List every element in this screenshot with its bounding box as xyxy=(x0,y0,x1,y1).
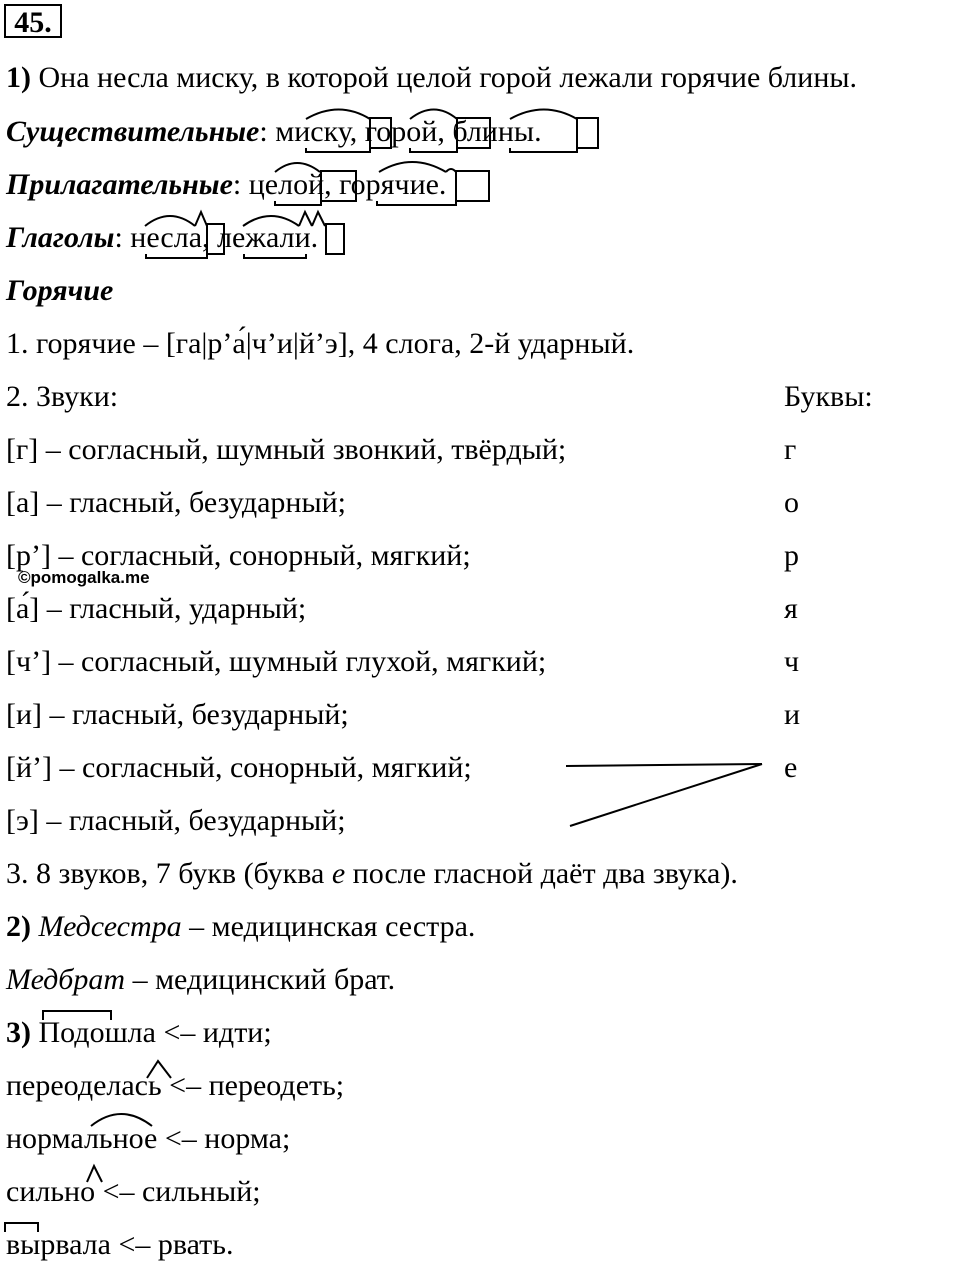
ending-box xyxy=(456,171,489,201)
letters-header: Буквы: xyxy=(784,380,873,413)
def1: – медицинская сестра. xyxy=(181,910,476,943)
part2-label: 2) xyxy=(6,910,31,943)
verbs-text: : несла, лежали. xyxy=(114,221,319,254)
summary-letter: е xyxy=(331,857,346,890)
suffix-cap xyxy=(195,212,207,226)
stem-bracket xyxy=(377,201,456,205)
sound-row: [й’] – согласный, сонорный, мягкий; xyxy=(6,751,472,784)
suffix-cap xyxy=(312,212,325,226)
word2: Медбрат xyxy=(6,963,126,996)
noun-morpheme-marks xyxy=(306,110,598,153)
sound-row: [г] – согласный, шумный звонкий, твёрдый; xyxy=(6,433,567,466)
ending-box xyxy=(457,118,490,148)
nouns-label: Существительные xyxy=(6,115,260,148)
prefix-mark xyxy=(43,1011,111,1020)
stem-bracket xyxy=(146,254,207,258)
part3-item: Подошла <– идти; xyxy=(31,1016,272,1049)
summary-pre: 3. 8 звуков, 7 букв (буква xyxy=(6,857,332,890)
verbs-label: Глаголы xyxy=(6,221,115,254)
ending-box xyxy=(207,224,224,254)
root-arc xyxy=(306,110,370,120)
stem-bracket xyxy=(410,148,457,152)
part3-item: сильно <– сильный; xyxy=(6,1175,261,1208)
adjectives-label: Прилагательные xyxy=(6,168,233,201)
root-arc xyxy=(510,110,577,120)
letter-sound-link xyxy=(566,764,762,766)
stem-bracket xyxy=(306,148,370,152)
root-arc xyxy=(379,162,446,172)
root-arc xyxy=(243,216,299,226)
part3-item: нормальное <– норма; xyxy=(6,1122,291,1155)
word1: Медсестра xyxy=(38,910,182,943)
letter-sound-link xyxy=(570,764,762,826)
sound-row: [р’] – согласный, сонорный, мягкий; xyxy=(6,539,471,572)
nouns-text: : миску, горой, блины. xyxy=(259,115,542,148)
prefix-mark xyxy=(5,1223,38,1232)
part3-item: переоделась <– переодеть; xyxy=(6,1069,345,1102)
task-number: 45. xyxy=(4,4,62,38)
watermark: ©pomogalka.me xyxy=(18,568,150,587)
suffix-cap xyxy=(299,212,312,226)
part3-item: вырвала <– рвать. xyxy=(6,1228,234,1261)
stem-bracket xyxy=(244,254,306,258)
letter-cell: о xyxy=(784,486,799,519)
sound-row: [а́] – гласный, ударный; xyxy=(6,592,307,625)
ending-box xyxy=(370,118,391,148)
word-heading: Горячие xyxy=(6,274,114,307)
letter-cell: и xyxy=(784,698,801,731)
adjective-morpheme-marks xyxy=(275,162,489,205)
sentence: Она несла миску, в которой целой горой лежали горячие блины. xyxy=(38,61,858,94)
suffix-cap xyxy=(446,169,456,172)
ending-box xyxy=(321,171,356,201)
verb-morpheme-marks xyxy=(145,212,344,258)
transcription: 1. горячие – [га|р’а́|ч’и|й’э], 4 слога, 2-й ударный. xyxy=(6,327,635,360)
root-arc xyxy=(91,1114,152,1126)
stem-bracket xyxy=(275,201,321,205)
suffix-mark xyxy=(147,1061,171,1078)
letter-cell: я xyxy=(784,592,798,625)
sound-row: [ч’] – согласный, шумный глухой, мягкий; xyxy=(6,645,547,678)
sounds-header: 2. Звуки: xyxy=(6,380,119,413)
part1-label: 1) xyxy=(6,61,31,94)
ending-box xyxy=(326,224,344,254)
sound-row: [и] – гласный, безударный; xyxy=(6,698,349,731)
sound-row: [э] – гласный, безударный; xyxy=(6,804,346,837)
stem-bracket xyxy=(510,148,577,152)
sound-row: [а] – гласный, безударный; xyxy=(6,486,347,519)
letter-cell: г xyxy=(784,433,797,466)
letter-cell: е xyxy=(784,751,798,784)
summary-post: после гласной даёт два звука). xyxy=(345,857,738,890)
ending-box xyxy=(577,118,598,148)
part3-label: 3) xyxy=(6,1016,31,1049)
root-arc xyxy=(410,110,457,120)
def2: – медицинский брат. xyxy=(125,963,396,996)
adjectives-text: : целой, горячие. xyxy=(232,168,447,201)
letter-cell: р xyxy=(784,539,799,572)
letter-cell: ч xyxy=(784,645,800,678)
suffix-mark xyxy=(87,1166,102,1182)
root-arc xyxy=(145,216,195,226)
root-arc xyxy=(275,163,320,172)
